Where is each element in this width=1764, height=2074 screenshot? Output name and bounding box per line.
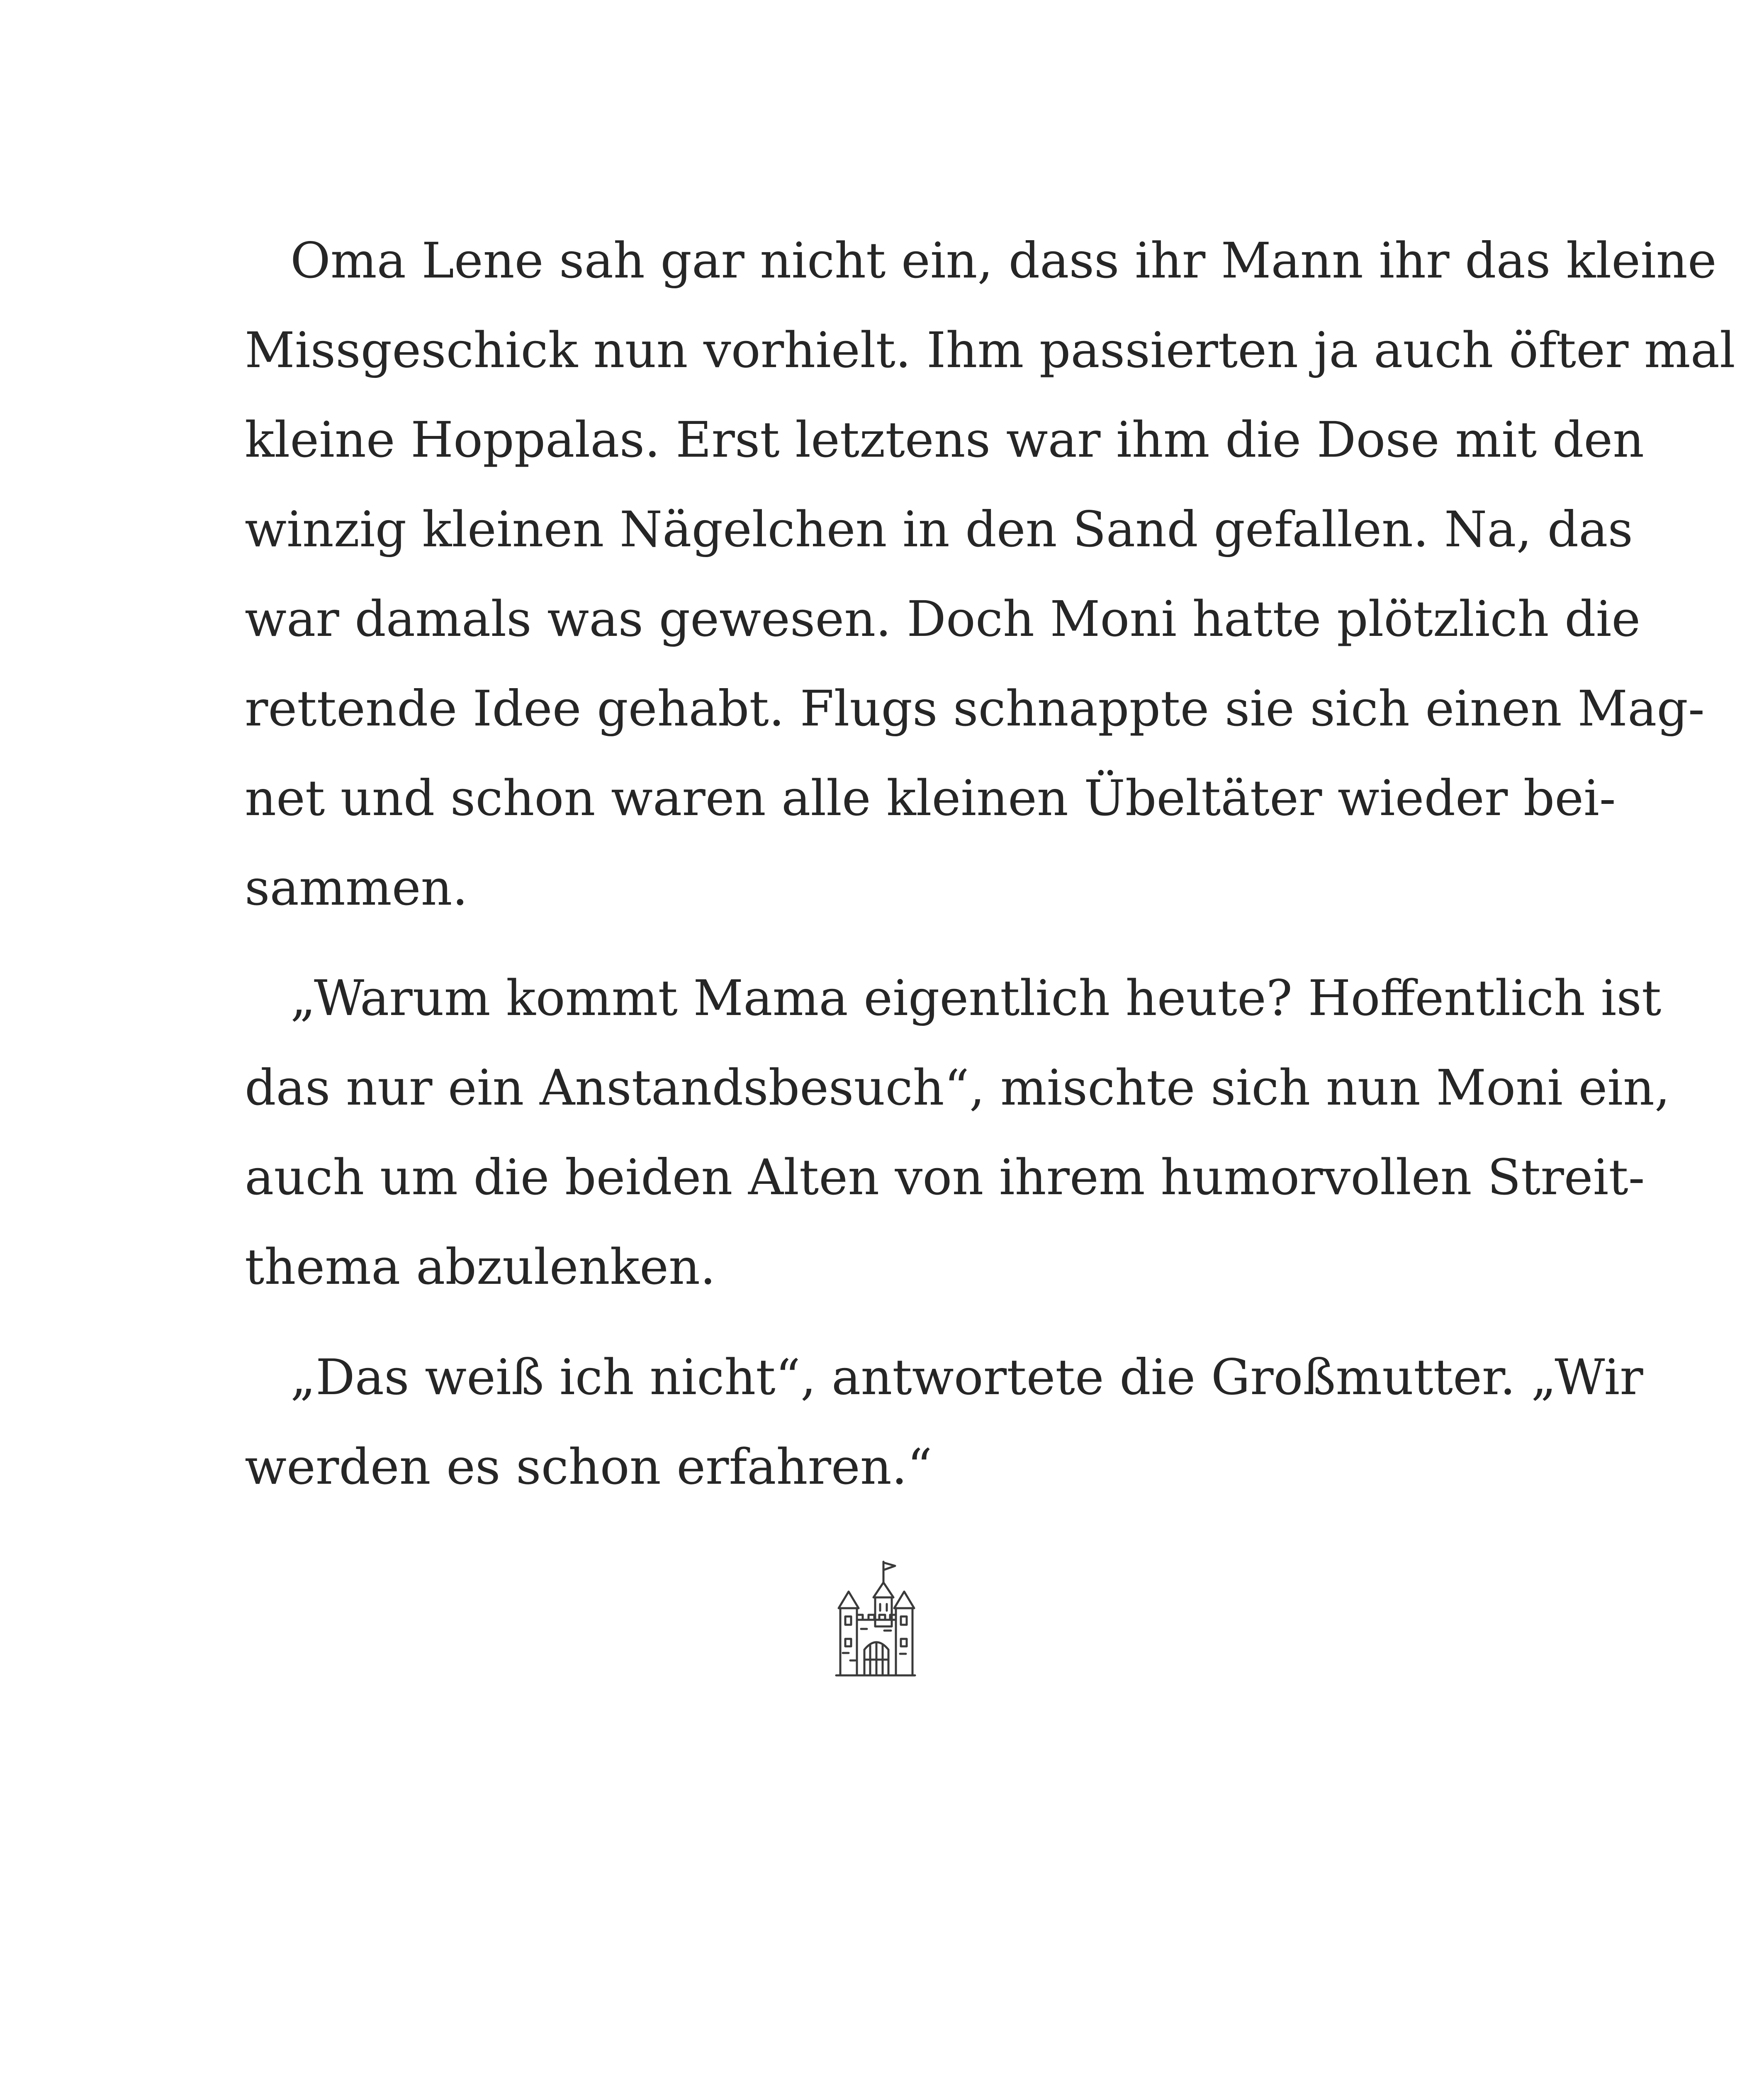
text-line: werden es schon erfahren.“	[245, 1438, 932, 1495]
text-line: „Das weiß ich nicht“, antwortete die Großmutter. „Wir	[290, 1349, 1643, 1406]
body-text	[245, 216, 1735, 1512]
paragraph-2	[245, 953, 1670, 1312]
text-line: net und schon waren alle kleinen Übeltäter wieder bei-	[245, 769, 1616, 827]
text-line: Missgeschick nun vorhielt. Ihm passierten ja auch öfter mal	[245, 321, 1735, 379]
text-line: thema abzulenken.	[245, 1238, 716, 1295]
text-line: winzig kleinen Nägelchen in den Sand gefallen. Na, das	[245, 501, 1633, 558]
text-line: das nur ein Anstandsbesuch“, mischte sich nun Moni ein,	[245, 1059, 1670, 1116]
text-line: „Warum kommt Mama eigentlich heute? Hoffentlich ist	[290, 969, 1662, 1027]
text-line: Oma Lene sah gar nicht ein, dass ihr Mann ihr das kleine	[290, 232, 1717, 289]
text-line: rettende Idee gehabt. Flugs schnappte sie sich einen Mag-	[245, 680, 1705, 737]
paragraph-3	[245, 1332, 1643, 1512]
text-line: war damals was gewesen. Doch Moni hatte plötzlich die	[245, 590, 1641, 648]
paragraph-spacer	[245, 1312, 1510, 1332]
text-line: sammen.	[245, 859, 468, 916]
castle-icon	[834, 1558, 917, 1678]
paragraph-1	[245, 216, 1735, 932]
text-line: kleine Hoppalas. Erst letztens war ihm die Dose mit den	[245, 411, 1645, 468]
paragraph-spacer	[245, 932, 1510, 953]
text-line: auch um die beiden Alten von ihrem humorvollen Streit-	[245, 1149, 1645, 1206]
